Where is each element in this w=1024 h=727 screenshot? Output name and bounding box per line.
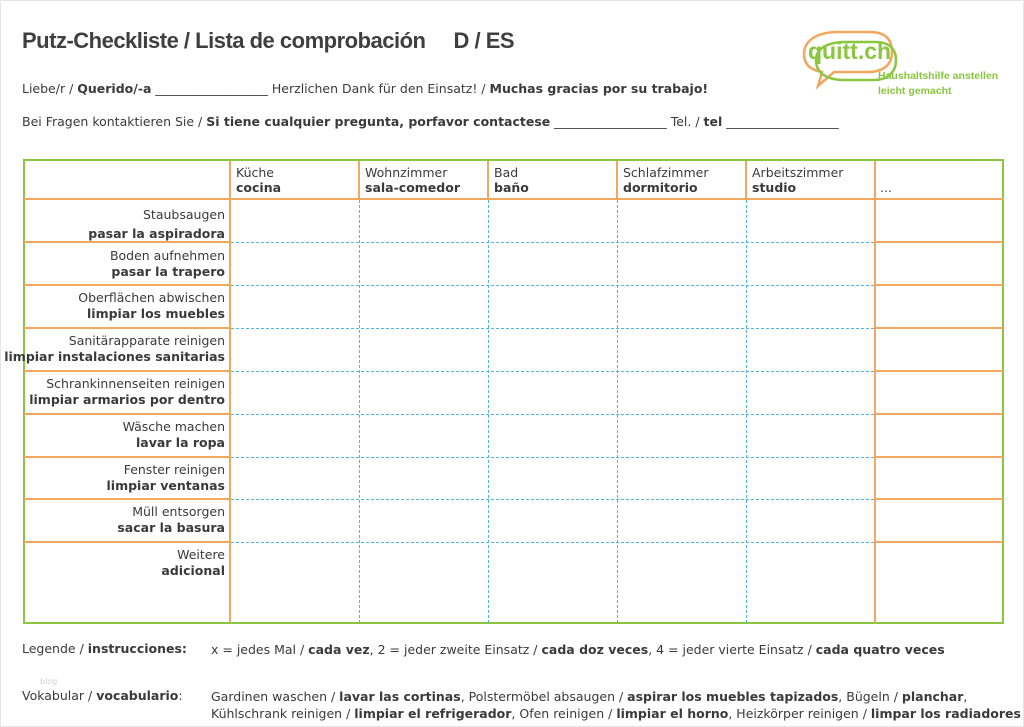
row-label-fenster (107, 462, 226, 494)
column-header-ellipsis: ... (880, 180, 892, 195)
column-header-de: Bad (494, 165, 519, 180)
row-divider-6-extra (876, 456, 1003, 458)
row-divider-6-cells (231, 457, 874, 458)
vocab-label (22, 688, 183, 703)
col-divider-1 (358, 161, 360, 199)
greeting-de-1: Liebe/r / (22, 81, 78, 96)
column-header-es: cocina (236, 180, 282, 195)
contact-name-blank: __________________ (550, 114, 671, 129)
col-divider-4 (745, 161, 747, 199)
vocab-line-2 (211, 705, 1021, 722)
legend-text (211, 641, 945, 658)
column-header-de: Wohnzimmer (365, 165, 448, 180)
row-label-es: sacar la basura (117, 520, 225, 535)
logo-tld: .ch (857, 38, 892, 64)
row-label-waesche (123, 419, 225, 451)
title-languages: D / ES (453, 28, 515, 53)
vocab-a4: Kühlschrank reinigen / (211, 706, 355, 721)
watermark: blog (40, 677, 58, 686)
row-divider-7-cells (231, 499, 874, 500)
row-divider-3-cells (231, 328, 874, 329)
row-divider-8-extra (876, 541, 1003, 543)
col-divider-5 (874, 161, 876, 623)
row-label-schrank (29, 376, 225, 408)
legend-b2: cada doz veces (541, 642, 649, 657)
vocab-a1: Gardinen waschen / (211, 689, 340, 704)
vocab-b1: lavar las cortinas (339, 689, 461, 704)
row-divider-7-extra (876, 498, 1003, 500)
vocab-a3: , Bügeln / (838, 689, 902, 704)
contact-line (22, 114, 839, 129)
logo-tagline-2: leicht gemacht (878, 85, 952, 97)
vocab-b2: aspirar los muebles tapizados (627, 689, 839, 704)
row-divider-5-extra (876, 413, 1003, 415)
vocab-a6: , Heizkörper reinigen / (728, 706, 871, 721)
row-label-de: Boden aufnehmen (109, 248, 225, 263)
row-divider-2-left (24, 284, 230, 286)
row-divider-8-left (24, 541, 230, 543)
column-header-bad (494, 165, 529, 195)
row-divider-6-left (24, 456, 230, 458)
col-divider-3 (616, 161, 618, 199)
logo-brand (808, 38, 891, 65)
row-label-es: adicional (161, 563, 225, 578)
vocab-label-de: Vokabular / (22, 688, 97, 703)
column-header-kueche (236, 165, 281, 195)
row-divider-4-extra (876, 370, 1003, 372)
row-label-es: pasar la trapero (111, 264, 225, 279)
row-divider-1-cells (231, 242, 874, 243)
column-header-es: studio (752, 180, 797, 195)
column-header-de: Küche (236, 165, 274, 180)
row-label-es: lavar la ropa (135, 435, 225, 450)
row-divider-2-cells (231, 285, 874, 286)
legend-p3: , 4 = jeder vierte Einsatz / (648, 642, 816, 657)
greeting-de-2: Herzlichen Dank für den Einsatz! / (271, 81, 490, 96)
cell-divider-2 (488, 200, 489, 623)
row-divider-2-extra (876, 284, 1003, 286)
vocab-colon: : (178, 688, 183, 703)
row-divider-3-left (24, 327, 230, 329)
row-divider-1-extra (876, 241, 1003, 243)
row-label-de: Staubsaugen (143, 207, 225, 222)
row-label-es: limpiar ventanas (106, 478, 225, 493)
vocab-text (211, 688, 1021, 722)
row-label-es: pasar la aspiradora (88, 226, 225, 241)
row-label-weitere (161, 547, 225, 579)
vocab-a5: , Ofen reinigen / (511, 706, 617, 721)
column-header-de (880, 165, 892, 180)
legend-label-es: instrucciones: (87, 641, 187, 656)
contact-es-1: Si tiene cualquier pregunta, porfavor contactese (206, 114, 551, 129)
row-divider-8-cells (231, 542, 874, 543)
contact-es-2: tel (703, 114, 723, 129)
vocab-b5: limpiar el horno (616, 706, 729, 721)
greeting-line (22, 81, 708, 96)
legend-b1: cada vez (308, 642, 370, 657)
cell-divider-4 (746, 200, 747, 623)
label-column-divider (229, 161, 231, 623)
row-label-de: Schrankinnenseiten reinigen (46, 376, 225, 391)
column-header-de: Schlafzimmer (623, 165, 709, 180)
column-header-es: sala-comedor (365, 180, 460, 195)
column-header-es: dormitorio (623, 180, 698, 195)
row-label-staubsaugen (88, 205, 225, 243)
row-label-de: Sanitärapparate reinigen (68, 333, 225, 348)
row-label-es: limpiar armarios por dentro (29, 392, 225, 407)
row-divider-5-cells (231, 414, 874, 415)
column-header-schlafzimmer (623, 165, 708, 195)
row-label-de: Müll entsorgen (132, 504, 225, 519)
contact-de-1: Bei Fragen kontaktieren Sie / (22, 114, 207, 129)
row-divider-4-cells (231, 371, 874, 372)
greeting-name-blank: __________________ (151, 81, 272, 96)
row-label-es: limpiar instalaciones sanitarias (4, 349, 225, 364)
col-divider-2 (487, 161, 489, 199)
logo-brand-name: quitt (808, 38, 858, 64)
title-main: Putz-Checkliste / Lista de comprobación (22, 28, 426, 53)
column-header-de: Arbeitszimmer (752, 165, 844, 180)
row-divider-4-left (24, 370, 230, 372)
page-title (22, 28, 514, 54)
row-label-boden (110, 248, 225, 280)
row-label-oberflaechen (78, 290, 225, 322)
logo-tagline-1: Haushaltshilfe anstellen (878, 70, 999, 82)
column-header-more (880, 165, 892, 195)
row-divider-7-left (24, 498, 230, 500)
contact-de-2: Tel. / (670, 114, 704, 129)
row-label-muell (117, 504, 225, 536)
vocab-b6: limpar los radiadores (870, 706, 1021, 721)
row-label-de: Wäsche machen (122, 419, 225, 434)
legend-b3: cada quatro veces (815, 642, 945, 657)
vocab-b4: limpiar el refrigerador (354, 706, 512, 721)
column-header-wohnzimmer (365, 165, 460, 195)
row-divider-5-left (24, 413, 230, 415)
row-label-sanitaer (4, 333, 225, 365)
row-label-es: limpiar los muebles (87, 306, 225, 321)
greeting-es-1: Querido/-a (77, 81, 152, 96)
row-label-de: Fenster reinigen (123, 462, 225, 477)
row-divider-3-extra (876, 327, 1003, 329)
cell-divider-3 (617, 200, 618, 623)
legend-p1: x = jedes Mal / (211, 642, 309, 657)
vocab-b3: planchar (901, 689, 964, 704)
contact-tel-blank: __________________ (722, 114, 839, 129)
column-header-es: baño (494, 180, 529, 195)
row-label-de: Oberflächen abwischen (78, 290, 225, 305)
legend-p2: , 2 = jeder zweite Einsatz / (369, 642, 542, 657)
logo-tagline (878, 69, 998, 99)
greeting-es-2: Muchas gracias por su trabajo! (489, 81, 709, 96)
legend-label-de: Legende / (22, 641, 88, 656)
legend-label (22, 641, 187, 656)
vocab-a2: , Polstermöbel absaugen / (460, 689, 628, 704)
row-label-de: Weitere (177, 547, 225, 562)
vocab-comma: , (963, 689, 968, 704)
cell-divider-1 (359, 200, 360, 623)
header-row-divider (24, 198, 1004, 200)
vocab-line-1 (211, 688, 1021, 705)
vocab-label-es: vocabulario (96, 688, 179, 703)
column-header-arbeitszimmer (752, 165, 843, 195)
